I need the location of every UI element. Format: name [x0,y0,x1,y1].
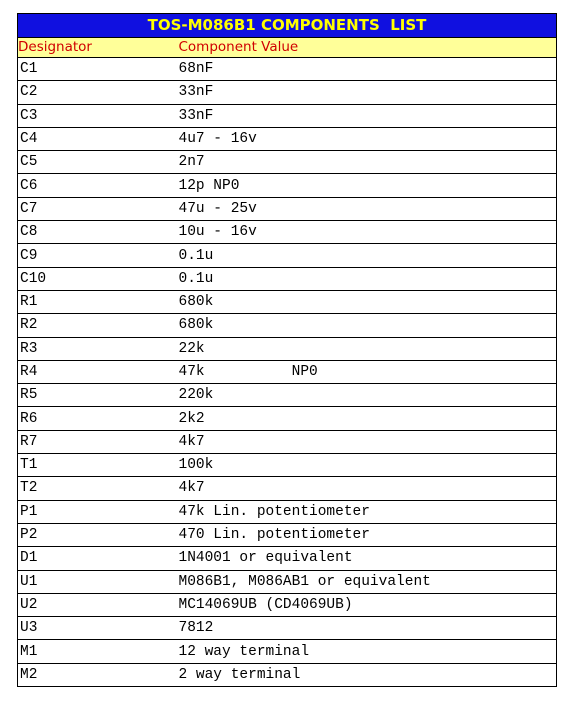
designator-cell: U1 [18,570,179,593]
component-value-cell: 10u - 16v [179,221,557,244]
designator-cell: C8 [18,221,179,244]
designator-cell: R1 [18,290,179,313]
component-value-cell: 33nF [179,104,557,127]
designator-cell: P2 [18,523,179,546]
components-table [17,13,557,687]
designator-cell: T2 [18,477,179,500]
designator-cell: U2 [18,593,179,616]
designator-cell: C9 [18,244,179,267]
designator-cell: C2 [18,81,179,104]
table-row [18,523,557,546]
table-row [18,640,557,663]
component-value-cell: MC14069UB (CD4069UB) [179,593,557,616]
table-row [18,221,557,244]
table-row [18,337,557,360]
table-row [18,663,557,686]
component-value-cell: 47k Lin. potentiometer [179,500,557,523]
component-value-cell: 0.1u [179,267,557,290]
component-value-cell: M086B1, M086AB1 or equivalent [179,570,557,593]
table-row [18,430,557,453]
designator-cell: C3 [18,104,179,127]
component-value-cell: 470 Lin. potentiometer [179,523,557,546]
component-value-cell: 47u - 25v [179,197,557,220]
table-row [18,477,557,500]
table-row [18,58,557,81]
table-row [18,617,557,640]
component-value-cell: 0.1u [179,244,557,267]
component-value-cell: 100k [179,454,557,477]
table-row [18,500,557,523]
designator-cell: P1 [18,500,179,523]
designator-cell: M2 [18,663,179,686]
header-row [18,38,557,58]
component-value-cell: 68nF [179,58,557,81]
table-row [18,384,557,407]
table-row [18,407,557,430]
component-value-cell: 12 way terminal [179,640,557,663]
component-value-cell: 680k [179,290,557,313]
table-row [18,197,557,220]
designator-cell: C1 [18,58,179,81]
designator-cell: R3 [18,337,179,360]
component-value-cell: 33nF [179,81,557,104]
component-value-cell: 4u7 - 16v [179,127,557,150]
component-value-cell: 2n7 [179,151,557,174]
table-row [18,593,557,616]
table-row [18,244,557,267]
designator-cell: R2 [18,314,179,337]
component-value-cell: 2 way terminal [179,663,557,686]
designator-header: Designator [18,38,179,58]
table-row [18,290,557,313]
table-row [18,104,557,127]
designator-cell: C6 [18,174,179,197]
component-value-cell: 7812 [179,617,557,640]
table-row [18,314,557,337]
table-row [18,547,557,570]
table-row [18,454,557,477]
component-value-cell: 680k [179,314,557,337]
designator-cell: R5 [18,384,179,407]
designator-cell: C7 [18,197,179,220]
component-value-header: Component Value [179,38,557,58]
title-row [18,14,557,38]
table-row [18,360,557,383]
designator-cell: R7 [18,430,179,453]
component-value-cell: 1N4001 or equivalent [179,547,557,570]
table-row [18,151,557,174]
designator-cell: C4 [18,127,179,150]
designator-cell: T1 [18,454,179,477]
table-row [18,267,557,290]
designator-cell: D1 [18,547,179,570]
designator-cell: R6 [18,407,179,430]
table-title: TOS-M086B1 COMPONENTS LIST [18,14,557,38]
component-value-cell: 47k NP0 [179,360,557,383]
designator-cell: C5 [18,151,179,174]
designator-cell: U3 [18,617,179,640]
component-value-cell: 4k7 [179,430,557,453]
designator-cell: C10 [18,267,179,290]
component-value-cell: 220k [179,384,557,407]
designator-cell: M1 [18,640,179,663]
designator-cell: R4 [18,360,179,383]
component-value-cell: 12p NP0 [179,174,557,197]
component-value-cell: 22k [179,337,557,360]
table-row [18,127,557,150]
component-value-cell: 2k2 [179,407,557,430]
table-row [18,174,557,197]
table-row [18,570,557,593]
component-value-cell: 4k7 [179,477,557,500]
table-row [18,81,557,104]
